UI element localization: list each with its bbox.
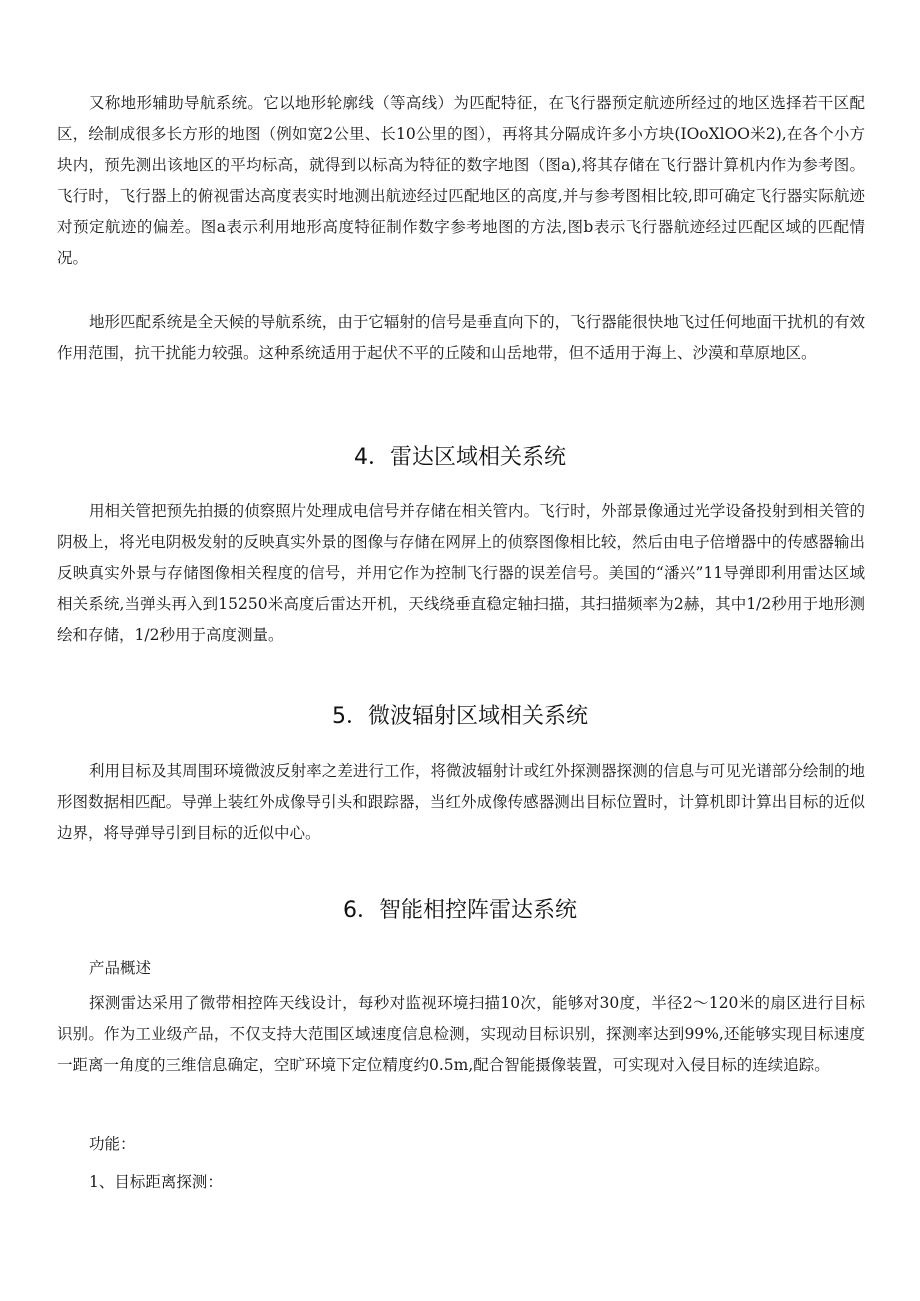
paragraph-terrain-matching: 又称地形辅助导航系统。它以地形轮廓线（等高线）为匹配特征，在飞行器预定航迹所经过的地区选择若干区配区，绘制成很多长方形的地图（例如宽2公里、长10公里的图），再将其分隔成许多小方块(IOoXlOO米2),在各个小方块内，预先测出该地区的平均标高，就得到以标高为特征的数字地图（图a),将其存储在飞行器计算机内作为参考图。飞行时，飞行器上的俯视雷达高度表实时地测出航迹经过匹配地区的高度,并与参考图相比较,即可确定飞行器实际航迹对预定航迹的偏差。图a表示利用地形高度特征制作数字参考地图的方法,图b表示飞行器航迹经过匹配区域的匹配情况。 <box>57 94 865 267</box>
heading-radar-area-correlation: 4．雷达区域相关系统 <box>354 445 566 470</box>
list-item-target-distance: 1、目标距离探测： <box>89 1173 223 1191</box>
label-functions: 功能： <box>89 1135 136 1153</box>
paragraph-phased-array-radar: 探测雷达采用了微带相控阵天线设计，每秒对监视环境扫描10次，能够对30度，半径2〜120米的扇区进行目标识别。作为工业级产品，不仅支持大范围区域速度信息检测，实现动目标识别，探测率达到99%,还能够实现目标速度一距离一角度的三维信息确定，空旷环境下定位精度约0.5m,配合智能摄像装置，可实现对入侵目标的连续追踪。 <box>57 994 865 1074</box>
paragraph-microwave-radiation: 利用目标及其周围环境微波反射率之差进行工作，将微波辐射计或红外探测器探测的信息与可见光谱部分绘制的地形图数据相匹配。导弹上装红外成像导引头和跟踪器，当红外成像传感器测出目标位置时，计算机即计算出目标的近似边界，将导弹导引到目标的近似中心。 <box>57 762 865 842</box>
paragraph-radar-area-correlation: 用相关管把预先拍摄的侦察照片处理成电信号并存储在相关管内。飞行时，外部景像通过光学设备投射到相关管的阴极上，将光电阴极发射的反映真实外景的图像与存储在网屏上的侦察图像相比较，然后由电子倍增器中的传感器输出反映真实外景与存储图像相关程度的信号，并用它作为控制飞行器的误差信号。美国的“潘兴”11导弹即利用雷达区域相关系统,当弹头再入到15250米高度后雷达开机，天线绕垂直稳定轴扫描，其扫描频率为2赫，其中1/2秒用于地形测绘和存储，1/2秒用于高度测量。 <box>57 502 865 644</box>
heading-microwave-radiation: 5．微波辐射区域相关系统 <box>332 704 588 729</box>
paragraph-terrain-matching-features: 地形匹配系统是全天候的导航系统，由于它辐射的信号是垂直向下的，飞行器能很快地飞过任何地面干扰机的有效作用范围，抗干扰能力较强。这种系统适用于起伏不平的丘陵和山岳地带，但不适用于海上、沙漠和草原地区。 <box>57 313 865 362</box>
heading-phased-array-radar: 6．智能相控阵雷达系统 <box>343 898 577 923</box>
label-product-overview: 产品概述 <box>89 959 152 977</box>
